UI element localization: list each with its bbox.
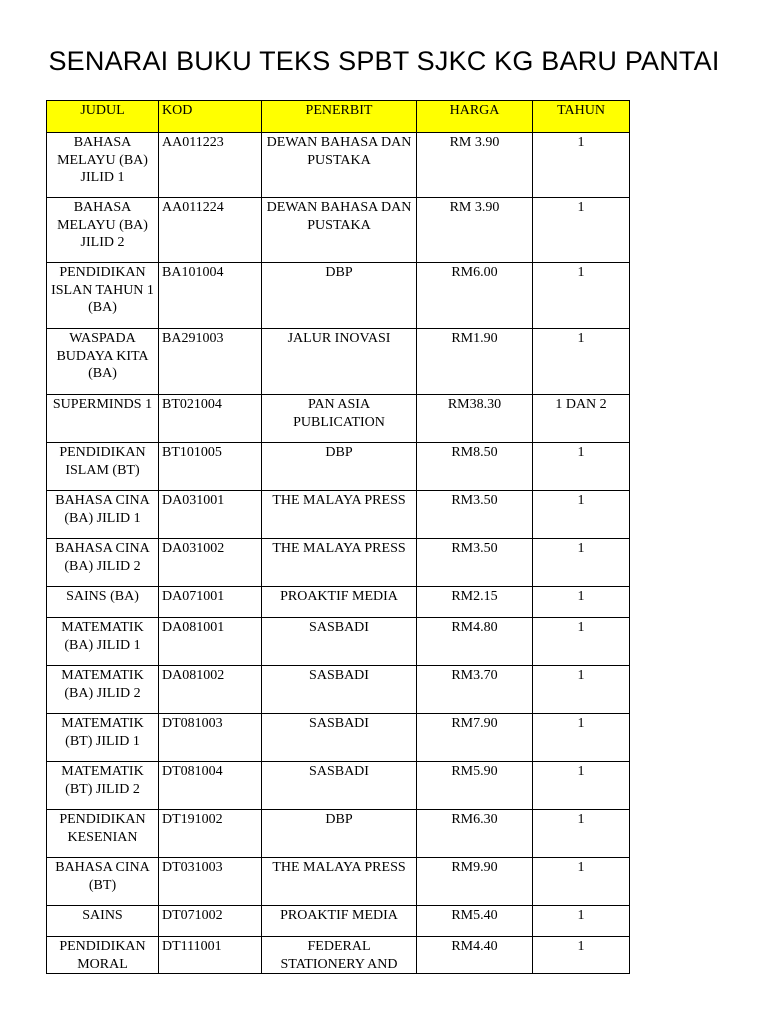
table-row (47, 395, 630, 443)
penerbit-cell: DBP (262, 263, 417, 329)
tahun-cell: 1 (533, 618, 630, 666)
harga-cell: RM3.70 (417, 666, 533, 714)
table-row (47, 539, 630, 587)
judul-cell: SUPERMINDS 1 (47, 395, 159, 443)
tahun-cell: 1 (533, 443, 630, 491)
harga-cell: RM5.40 (417, 906, 533, 937)
tahun-cell: 1 DAN 2 (533, 395, 630, 443)
table-row (47, 263, 630, 329)
penerbit-cell: SASBADI (262, 714, 417, 762)
harga-cell: RM1.90 (417, 329, 533, 395)
table-row (47, 329, 630, 395)
kod-cell: DA081002 (159, 666, 262, 714)
kod-cell: AA011224 (159, 198, 262, 263)
harga-cell: RM6.00 (417, 263, 533, 329)
kod-cell: DT031003 (159, 858, 262, 906)
judul-cell: WASPADA BUDAYA KITA (BA) (47, 329, 159, 395)
penerbit-cell: DEWAN BAHASA DAN PUSTAKA (262, 133, 417, 198)
tahun-cell: 1 (533, 906, 630, 937)
judul-cell: MATEMATIK (BT) JILID 1 (47, 714, 159, 762)
kod-cell: BT021004 (159, 395, 262, 443)
book-list-table (46, 100, 630, 974)
column-header-judul: JUDUL (47, 101, 159, 133)
table-row (47, 587, 630, 618)
harga-cell: RM8.50 (417, 443, 533, 491)
column-header-tahun: TAHUN (533, 101, 630, 133)
tahun-cell: 1 (533, 491, 630, 539)
judul-cell: PENDIDIKAN MORAL (47, 937, 159, 974)
tahun-cell: 1 (533, 762, 630, 810)
kod-cell: DA031001 (159, 491, 262, 539)
harga-cell: RM 3.90 (417, 198, 533, 263)
harga-cell: RM3.50 (417, 539, 533, 587)
kod-cell: DT081004 (159, 762, 262, 810)
kod-cell: DT071002 (159, 906, 262, 937)
harga-cell: RM 3.90 (417, 133, 533, 198)
penerbit-cell: THE MALAYA PRESS (262, 539, 417, 587)
tahun-cell: 1 (533, 858, 630, 906)
penerbit-cell: FEDERAL STATIONERY AND (262, 937, 417, 974)
column-header-kod: KOD (159, 101, 262, 133)
penerbit-cell: DBP (262, 443, 417, 491)
penerbit-cell: PROAKTIF MEDIA (262, 587, 417, 618)
column-header-penerbit: PENERBIT (262, 101, 417, 133)
penerbit-cell: SASBADI (262, 618, 417, 666)
table-row (47, 906, 630, 937)
harga-cell: RM5.90 (417, 762, 533, 810)
kod-cell: BT101005 (159, 443, 262, 491)
column-header-harga: HARGA (417, 101, 533, 133)
table-header-row (47, 101, 630, 133)
table-row (47, 714, 630, 762)
tahun-cell: 1 (533, 133, 630, 198)
judul-cell: BAHASA MELAYU (BA) JILID 1 (47, 133, 159, 198)
kod-cell: BA101004 (159, 263, 262, 329)
table-row (47, 443, 630, 491)
harga-cell: RM2.15 (417, 587, 533, 618)
tahun-cell: 1 (533, 714, 630, 762)
table-row (47, 810, 630, 858)
table-row (47, 666, 630, 714)
judul-cell: PENDIDIKAN ISLAN TAHUN 1 (BA) (47, 263, 159, 329)
tahun-cell: 1 (533, 666, 630, 714)
judul-cell: PENDIDIKAN KESENIAN (47, 810, 159, 858)
kod-cell: DT191002 (159, 810, 262, 858)
penerbit-cell: SASBADI (262, 762, 417, 810)
penerbit-cell: PAN ASIA PUBLICATION (262, 395, 417, 443)
tahun-cell: 1 (533, 263, 630, 329)
penerbit-cell: DBP (262, 810, 417, 858)
judul-cell: SAINS (47, 906, 159, 937)
table-row (47, 133, 630, 198)
table-row (47, 762, 630, 810)
judul-cell: MATEMATIK (BT) JILID 2 (47, 762, 159, 810)
table-row (47, 858, 630, 906)
tahun-cell: 1 (533, 329, 630, 395)
kod-cell: AA011223 (159, 133, 262, 198)
harga-cell: RM38.30 (417, 395, 533, 443)
kod-cell: DA031002 (159, 539, 262, 587)
penerbit-cell: JALUR INOVASI (262, 329, 417, 395)
penerbit-cell: THE MALAYA PRESS (262, 858, 417, 906)
judul-cell: BAHASA CINA (BA) JILID 2 (47, 539, 159, 587)
judul-cell: MATEMATIK (BA) JILID 1 (47, 618, 159, 666)
tahun-cell: 1 (533, 810, 630, 858)
penerbit-cell: DEWAN BAHASA DAN PUSTAKA (262, 198, 417, 263)
judul-cell: BAHASA CINA (BA) JILID 1 (47, 491, 159, 539)
penerbit-cell: PROAKTIF MEDIA (262, 906, 417, 937)
judul-cell: BAHASA MELAYU (BA) JILID 2 (47, 198, 159, 263)
tahun-cell: 1 (533, 587, 630, 618)
page-title: SENARAI BUKU TEKS SPBT SJKC KG BARU PANTAI (48, 46, 720, 76)
kod-cell: DA071001 (159, 587, 262, 618)
harga-cell: RM3.50 (417, 491, 533, 539)
penerbit-cell: THE MALAYA PRESS (262, 491, 417, 539)
kod-cell: DT081003 (159, 714, 262, 762)
tahun-cell: 1 (533, 198, 630, 263)
harga-cell: RM7.90 (417, 714, 533, 762)
harga-cell: RM4.80 (417, 618, 533, 666)
kod-cell: DT111001 (159, 937, 262, 974)
tahun-cell: 1 (533, 937, 630, 974)
table-row (47, 937, 630, 974)
harga-cell: RM4.40 (417, 937, 533, 974)
judul-cell: MATEMATIK (BA) JILID 2 (47, 666, 159, 714)
table-body (47, 133, 630, 974)
harga-cell: RM6.30 (417, 810, 533, 858)
tahun-cell: 1 (533, 539, 630, 587)
judul-cell: SAINS (BA) (47, 587, 159, 618)
table-row (47, 618, 630, 666)
kod-cell: BA291003 (159, 329, 262, 395)
judul-cell: PENDIDIKAN ISLAM (BT) (47, 443, 159, 491)
table-row (47, 491, 630, 539)
penerbit-cell: SASBADI (262, 666, 417, 714)
harga-cell: RM9.90 (417, 858, 533, 906)
judul-cell: BAHASA CINA (BT) (47, 858, 159, 906)
table-row (47, 198, 630, 263)
kod-cell: DA081001 (159, 618, 262, 666)
